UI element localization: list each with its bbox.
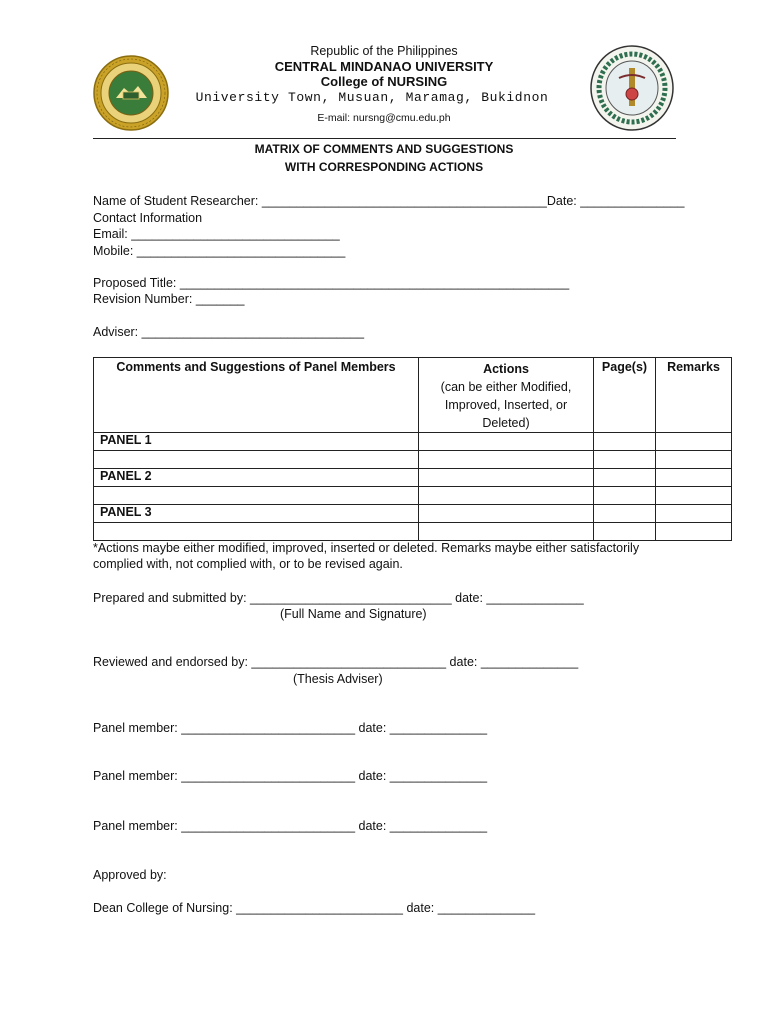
- table-row[interactable]: [94, 433, 732, 451]
- revision-number-field[interactable]: Revision Number: _______: [93, 292, 245, 306]
- adviser-field[interactable]: Adviser: ________________________________: [93, 325, 365, 339]
- email-field[interactable]: Email: ______________________________: [93, 227, 340, 241]
- table-cell[interactable]: [656, 451, 732, 469]
- table-cell[interactable]: [594, 469, 656, 487]
- col-pages-header: Page(s): [594, 358, 656, 433]
- table-cell[interactable]: [594, 487, 656, 505]
- table-cell[interactable]: [419, 523, 594, 541]
- table-row[interactable]: [94, 523, 732, 541]
- contact-information-label: Contact Information: [93, 211, 203, 225]
- university-name: CENTRAL MINDANAO UNIVERSITY: [274, 59, 494, 74]
- table-cell[interactable]: [594, 523, 656, 541]
- dean-signature-field[interactable]: Dean College of Nursing: ________________________ date: ______________: [93, 901, 536, 915]
- header-divider: [93, 138, 676, 139]
- document-title-line1: MATRIX OF COMMENTS AND SUGGESTIONS: [254, 142, 514, 156]
- comments-matrix-table: [93, 357, 732, 541]
- proposed-title-field[interactable]: Proposed Title: ________________________________________________________: [93, 276, 570, 290]
- reviewed-by-caption: (Thesis Adviser): [293, 672, 383, 686]
- prepared-by-caption: (Full Name and Signature): [280, 607, 427, 621]
- table-cell[interactable]: [419, 469, 594, 487]
- actions-note-line2: complied with, not complied with, or to be revised again.: [93, 557, 403, 571]
- table-cell[interactable]: [419, 451, 594, 469]
- table-row[interactable]: [94, 469, 732, 487]
- table-cell[interactable]: [656, 469, 732, 487]
- panel-1-label: PANEL 1: [94, 433, 419, 451]
- table-cell[interactable]: [94, 451, 419, 469]
- col-remarks-header: Remarks: [656, 358, 732, 433]
- republic-heading: Republic of the Philippines: [310, 44, 458, 58]
- table-cell[interactable]: [656, 505, 732, 523]
- prepared-by-field[interactable]: Prepared and submitted by: _____________________________ date: ______________: [93, 591, 584, 605]
- table-cell[interactable]: [656, 523, 732, 541]
- col-actions-header: [419, 358, 594, 433]
- address-line: University Town, Musuan, Maramag, Bukidnon: [195, 90, 549, 105]
- table-cell[interactable]: [94, 523, 419, 541]
- table-row[interactable]: [94, 451, 732, 469]
- table-cell[interactable]: [419, 487, 594, 505]
- table-cell[interactable]: [419, 505, 594, 523]
- approved-by-label: Approved by:: [93, 868, 167, 882]
- actions-title: Actions: [483, 362, 529, 376]
- document-title-line2: WITH CORRESPONDING ACTIONS: [284, 160, 484, 174]
- actions-subtitle: (can be either Modified, Improved, Inserted, or Deleted): [440, 380, 572, 430]
- panel-2-label: PANEL 2: [94, 469, 419, 487]
- table-cell[interactable]: [656, 433, 732, 451]
- college-name: College of NURSING: [320, 74, 448, 89]
- table-cell[interactable]: [419, 433, 594, 451]
- panel-member-field-3[interactable]: Panel member: _________________________ date: ______________: [93, 819, 488, 833]
- mobile-field[interactable]: Mobile: ______________________________: [93, 244, 346, 258]
- panel-3-label: PANEL 3: [94, 505, 419, 523]
- panel-member-field-2[interactable]: Panel member: _________________________ date: ______________: [93, 769, 488, 783]
- table-cell[interactable]: [94, 487, 419, 505]
- panel-member-field-1[interactable]: Panel member: _________________________ date: ______________: [93, 721, 488, 735]
- actions-note-line1: *Actions maybe either modified, improved, inserted or deleted. Remarks maybe either satisfactorily: [93, 541, 640, 555]
- table-cell[interactable]: [656, 487, 732, 505]
- table-row[interactable]: [94, 505, 732, 523]
- email-line: E-mail: nursng@cmu.edu.ph: [317, 112, 451, 124]
- table-cell[interactable]: [594, 451, 656, 469]
- table-cell[interactable]: [594, 433, 656, 451]
- col-comments-header: Comments and Suggestions of Panel Members: [94, 358, 419, 433]
- reviewed-by-field[interactable]: Reviewed and endorsed by: ____________________________ date: ______________: [93, 655, 579, 669]
- student-researcher-field[interactable]: Name of Student Researcher: _________________________________________Date: _______________: [93, 194, 685, 208]
- table-row[interactable]: [94, 487, 732, 505]
- table-cell[interactable]: [594, 505, 656, 523]
